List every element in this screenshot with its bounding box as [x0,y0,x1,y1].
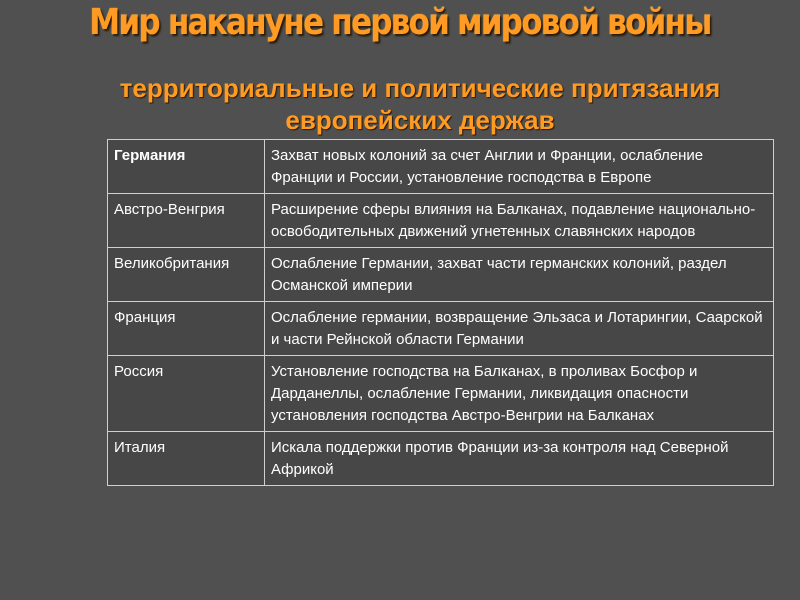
claims-cell: Искала поддержки против Франции из-за контроля над Северной Африкой [265,432,774,486]
subtitle-line-2: европейских держав [285,105,555,135]
claims-cell: Ослабление германии, возвращение Эльзаса и Лотарингии, Саарской и части Рейнской области Германии [265,302,774,356]
country-cell: Россия [108,356,265,432]
claims-cell: Установление господства на Балканах, в проливах Босфор и Дарданеллы, ослабление Германии, ликвидация опасности установления господства Австро-Венгрии на Балканах [265,356,774,432]
table-row [108,356,774,432]
table-row [108,140,774,194]
claims-cell: Ослабление Германии, захват части германских колоний, раздел Османской империи [265,248,774,302]
claims-cell: Расширение сферы влияния на Балканах, подавление национально-освободительных движений угнетенных славянских народов [265,194,774,248]
country-cell: Германия [108,140,265,194]
claims-table [107,139,774,486]
slide-subtitle [60,72,780,136]
table-row [108,194,774,248]
claims-cell: Захват новых колоний за счет Англии и Франции, ослабление Франции и России, установление господства в Европе [265,140,774,194]
table-row [108,248,774,302]
slide-title: Мир накануне первой мировой войны [89,2,711,43]
subtitle-line-1: территориальные и политические притязания [119,73,721,103]
country-cell: Великобритания [108,248,265,302]
country-cell: Франция [108,302,265,356]
country-cell: Италия [108,432,265,486]
country-cell: Австро-Венгрия [108,194,265,248]
table-row [108,302,774,356]
table-row [108,432,774,486]
